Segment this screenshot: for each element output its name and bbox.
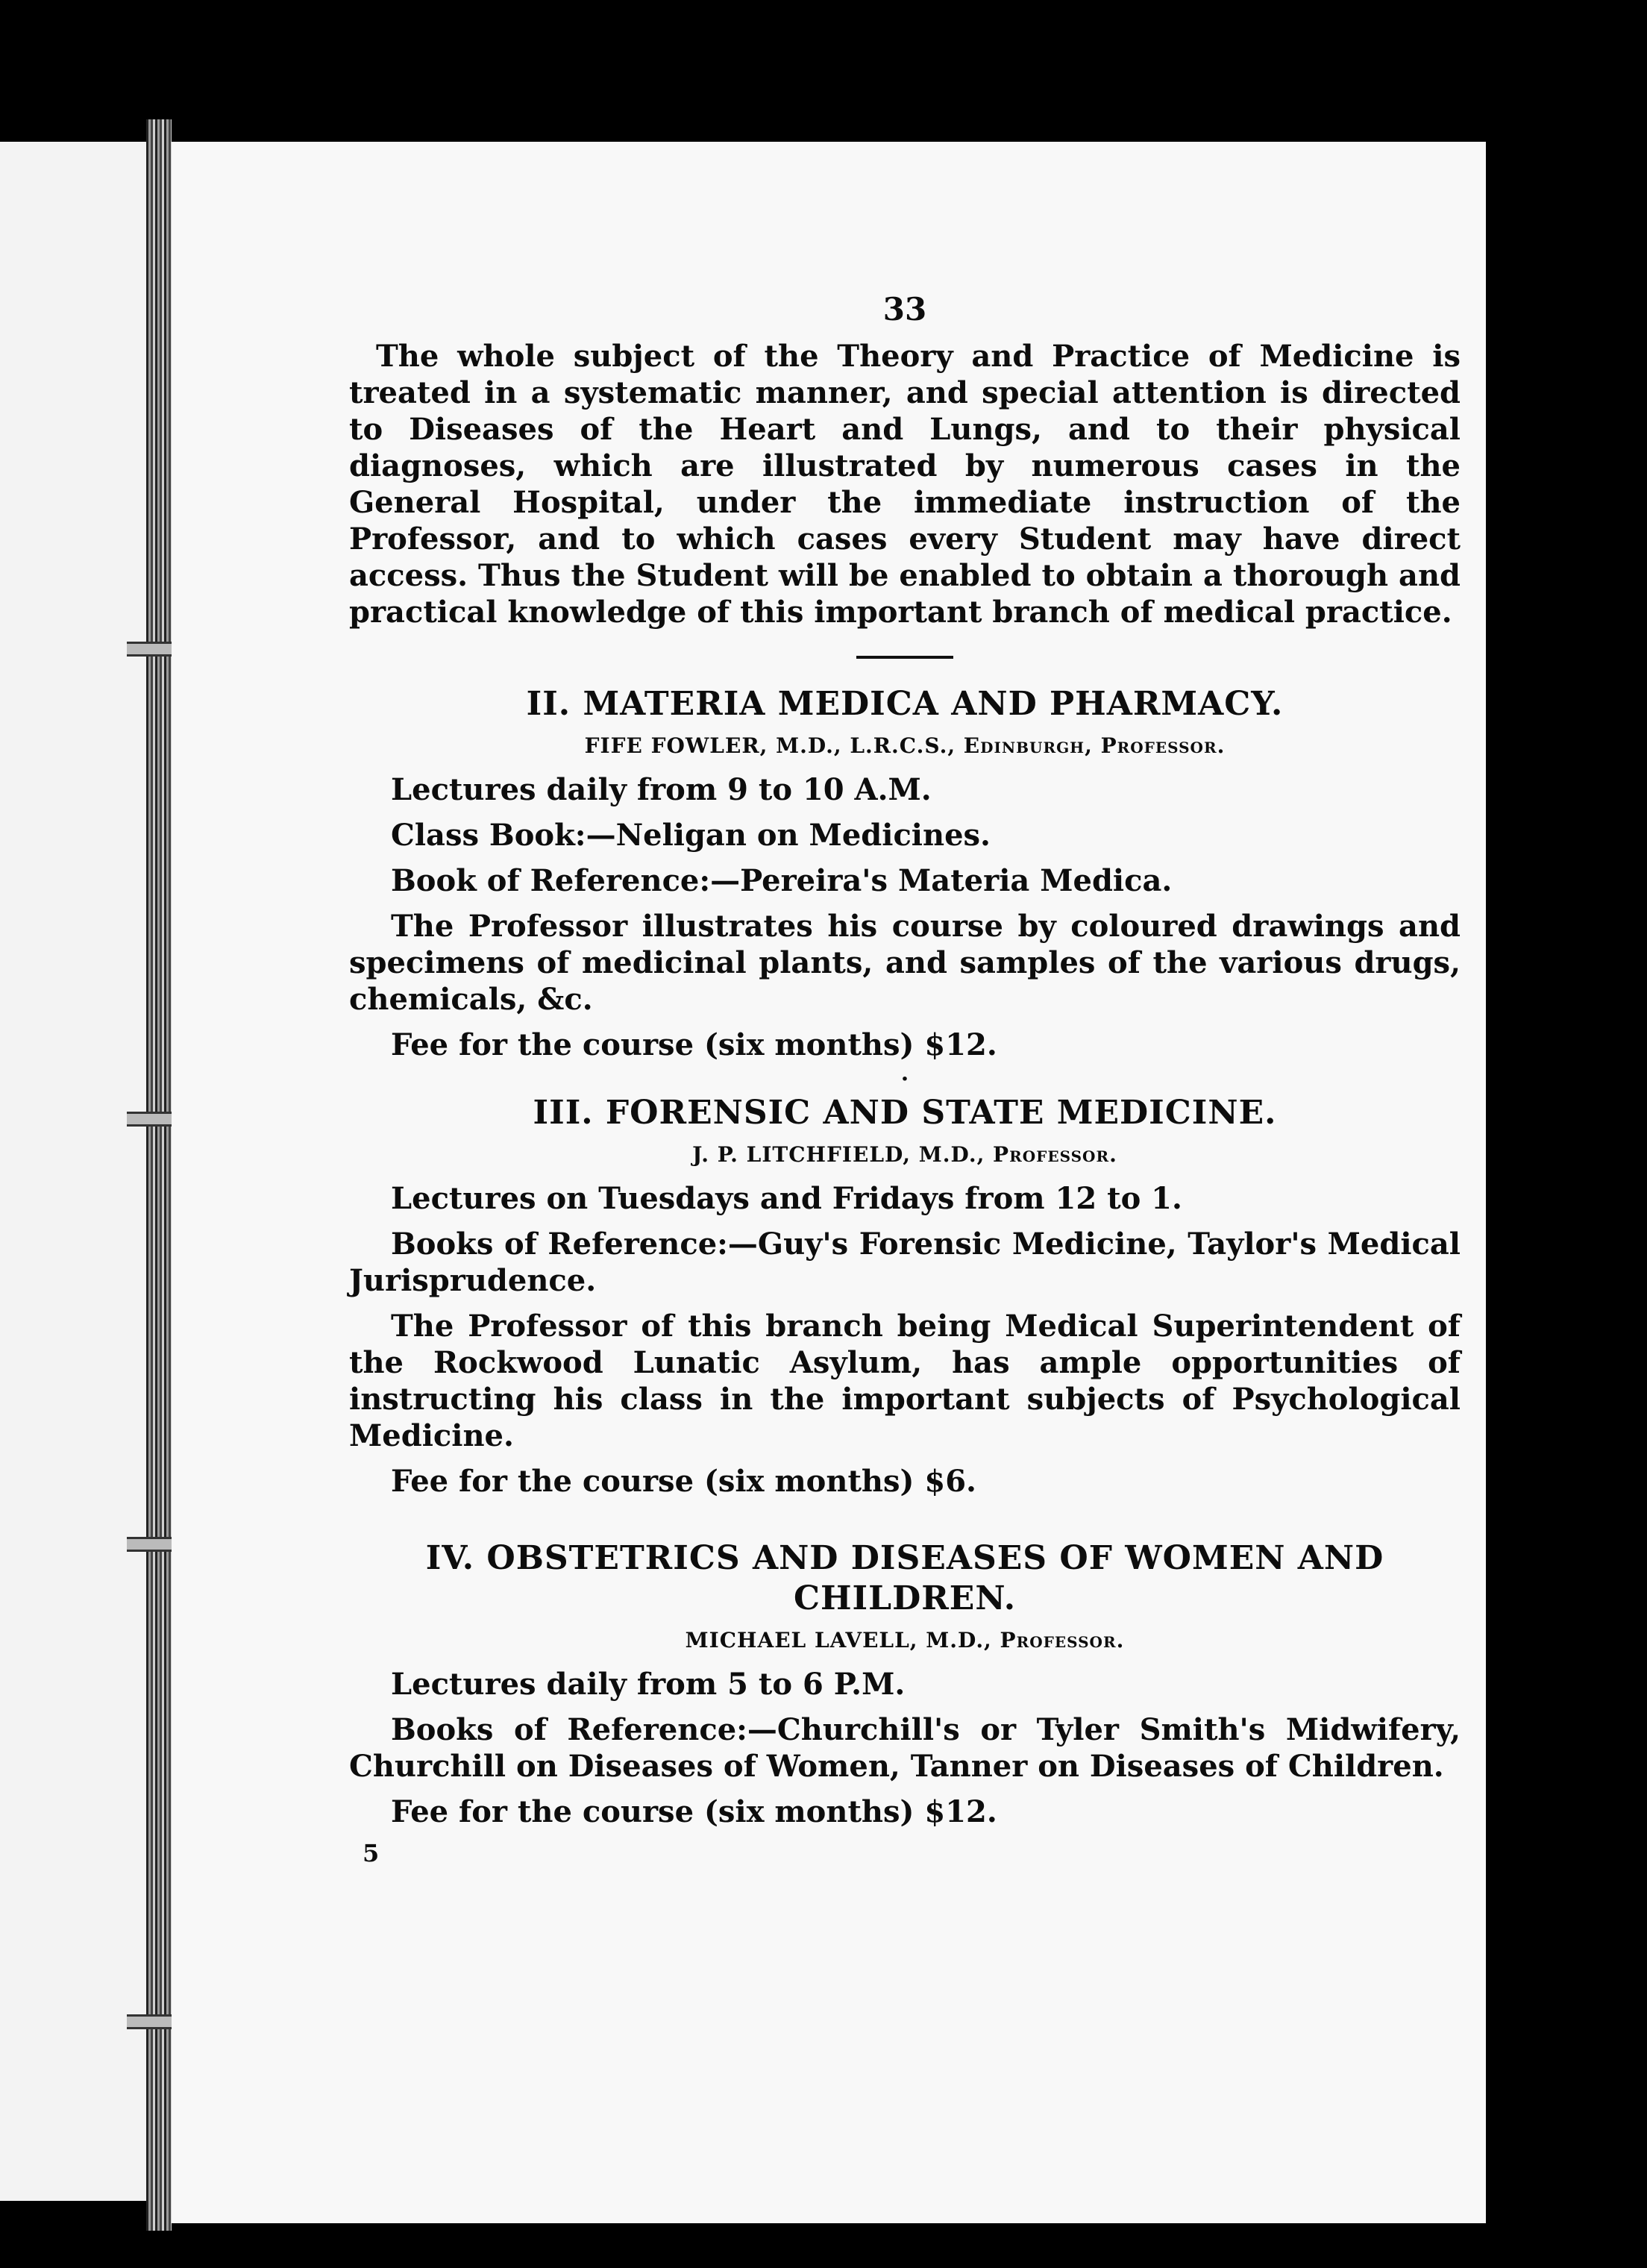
section-fee: Fee for the course (six months) $12. bbox=[391, 1794, 997, 1829]
facing-page-edge bbox=[0, 142, 149, 2201]
section-line: The Professor of this branch being Medical Superintendent of the Rockwood Lunatic Asylum, has ample opportunities of instructing his class in the important subjects of Psychological Medicine. bbox=[349, 1309, 1461, 1453]
book-page bbox=[172, 142, 1486, 2223]
signature-mark: 5 bbox=[363, 1839, 380, 1867]
page-number: 33 bbox=[882, 291, 927, 328]
section-title: II. MATERIA MEDICA AND PHARMACY. bbox=[526, 685, 1284, 723]
printer-dot: · bbox=[900, 1066, 909, 1092]
book-spine bbox=[146, 119, 172, 2231]
section-line: Lectures daily from 5 to 6 P.M. bbox=[391, 1667, 906, 1702]
page-text bbox=[349, 291, 1461, 1867]
professor-line: MICHAEL LAVELL, M.D., Professor. bbox=[685, 1628, 1125, 1653]
section-fee: Fee for the course (six months) $6. bbox=[391, 1464, 976, 1499]
section-title: IV. OBSTETRICS AND DISEASES OF WOMEN AND CHILDREN. bbox=[425, 1539, 1384, 1617]
section-title: III. FORENSIC AND STATE MEDICINE. bbox=[533, 1094, 1277, 1132]
section-fee: Fee for the course (six months) $12. bbox=[391, 1027, 997, 1062]
professor-line: FIFE FOWLER, M.D., L.R.C.S., Edinburgh, Professor. bbox=[584, 733, 1226, 758]
section-line: Book of Reference:—Pereira's Materia Medica. bbox=[391, 863, 1173, 898]
section-line: The Professor illustrates his course by coloured drawings and specimens of medicinal plants, and samples of the various drugs, chemicals, &c. bbox=[349, 909, 1461, 1017]
section-line: Lectures daily from 9 to 10 A.M. bbox=[391, 772, 932, 807]
intro-paragraph: The whole subject of the Theory and Practice of Medicine is treated in a systematic manner, and special attention is directed to Diseases of the Heart and Lungs, and to their physical diagnoses, which are illustrated by numerous cases in the General Hospital, under the immediate instruction of the Professor, and to which cases every Student may have direct access. Thus the Student will be enabled to obtain a thorough and practical knowledge of this important branch of medical practice. bbox=[349, 339, 1461, 630]
section-line: Books of Reference:—Churchill's or Tyler Smith's Midwifery, Churchill on Diseases of Women, Tanner on Diseases of Children. bbox=[349, 1712, 1461, 1784]
section-line: Books of Reference:—Guy's Forensic Medicine, Taylor's Medical Jurisprudence. bbox=[349, 1227, 1461, 1298]
professor-line: J. P. LITCHFIELD, M.D., Professor. bbox=[692, 1142, 1117, 1167]
section-divider bbox=[856, 656, 953, 659]
section-line: Class Book:—Neligan on Medicines. bbox=[391, 818, 991, 853]
section-line: Lectures on Tuesdays and Fridays from 12 to 1. bbox=[391, 1181, 1182, 1216]
spacer bbox=[349, 1509, 1461, 1538]
